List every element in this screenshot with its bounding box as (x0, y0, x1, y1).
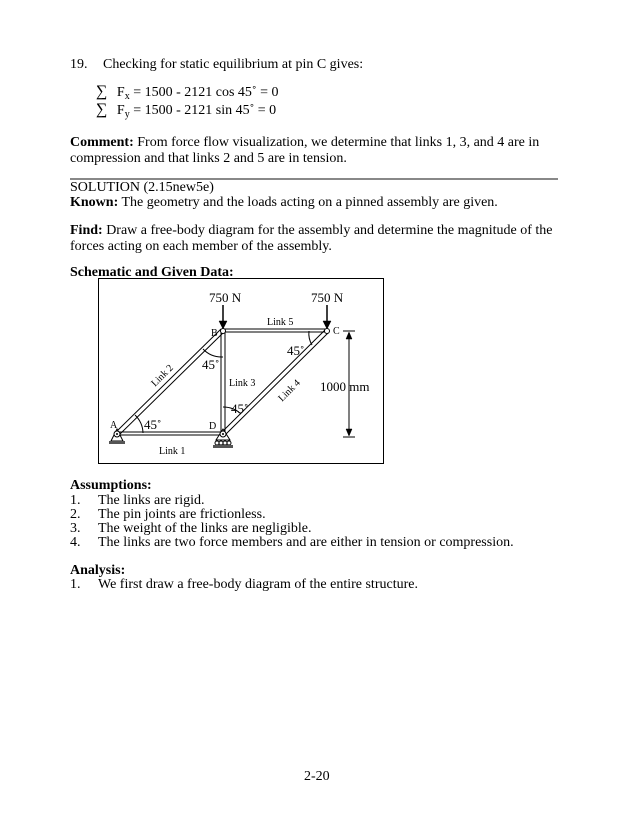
step-number: 19. (70, 57, 88, 72)
schematic-figure (98, 278, 384, 464)
solution-header: SOLUTION (2.15new5e) (70, 180, 214, 195)
comment-line-1 (70, 135, 539, 151)
eq-fx-subscript: x (124, 91, 130, 102)
assumptions-heading: Assumptions: (70, 478, 152, 493)
known-label: Known: (70, 195, 119, 210)
assumption-text: The links are two force members and are either in tension or compression. (98, 535, 514, 550)
analysis-number: 1. (70, 577, 81, 592)
find-line-1 (70, 223, 552, 239)
comment-label: Comment: (70, 135, 134, 150)
link-2-line (119, 332, 224, 435)
step-19 (70, 57, 363, 73)
assumption-number: 1. (70, 493, 81, 508)
link-4-label: Link 4 (276, 377, 303, 405)
step-text: Checking for static equilibrium at pin C gives: (103, 57, 364, 72)
assumption-number: 2. (70, 507, 81, 522)
sigma-symbol: ∑ (96, 101, 108, 118)
eq-fx-symbol: F (116, 85, 125, 100)
assumption-text: The weight of the links are negligible. (98, 521, 312, 536)
node-a-label: A (110, 420, 118, 431)
equation-fy (96, 102, 276, 119)
angle-b-label: 45˚ (202, 357, 220, 372)
assumption-text: The pin joints are frictionless. (98, 507, 266, 522)
node-b-label: B (211, 328, 218, 339)
dimension-label: 1000 mm (320, 379, 370, 394)
comment-line-2: compression and that links 2 and 5 are in tension. (70, 151, 347, 166)
link-5-label: Link 5 (267, 317, 294, 328)
link-1-label: Link 1 (159, 446, 186, 457)
link-2-label: Link 2 (149, 362, 176, 390)
find-label: Find: (70, 223, 103, 238)
eq-fy-symbol: F (116, 103, 125, 118)
page-number: 2-20 (304, 769, 330, 784)
load-c-label: 750 N (311, 290, 344, 305)
eq-fx-rhs: = 1500 - 2121 cos 45˚ = 0 (129, 85, 279, 100)
angle-c-label: 45˚ (287, 343, 305, 358)
equation-fx (96, 84, 278, 101)
angle-d-label: 45˚ (231, 401, 249, 416)
analysis-heading: Analysis: (70, 563, 126, 578)
load-b-label: 750 N (209, 290, 242, 305)
link-3-label: Link 3 (229, 378, 256, 389)
assumption-item (70, 535, 514, 551)
assumption-number: 3. (70, 521, 81, 536)
link-2-line (116, 329, 221, 432)
node-d-label: D (209, 421, 217, 432)
eq-fy-subscript: y (124, 109, 130, 120)
comment-text-1: From force flow visualization, we determine that links 1, 3, and 4 are in (133, 135, 540, 150)
known-text: The geometry and the loads acting on a pinned assembly are given. (118, 195, 498, 210)
eq-fy-rhs: = 1500 - 2121 sin 45˚ = 0 (129, 103, 277, 118)
truss-diagram (99, 279, 385, 465)
assumption-number: 4. (70, 535, 81, 550)
assumption-text: The links are rigid. (98, 493, 205, 508)
sigma-symbol: ∑ (96, 83, 108, 100)
analysis-text: We first draw a free-body diagram of the entire structure. (98, 577, 418, 592)
schematic-heading: Schematic and Given Data: (70, 265, 234, 280)
analysis-item (70, 577, 418, 593)
angle-a-label: 45˚ (144, 417, 162, 432)
node-c-label: C (333, 326, 340, 337)
find-line-2: forces acting on each member of the assembly. (70, 239, 332, 254)
known-line (70, 195, 498, 211)
find-text-1: Draw a free-body diagram for the assembly and determine the magnitude of the (102, 223, 553, 238)
